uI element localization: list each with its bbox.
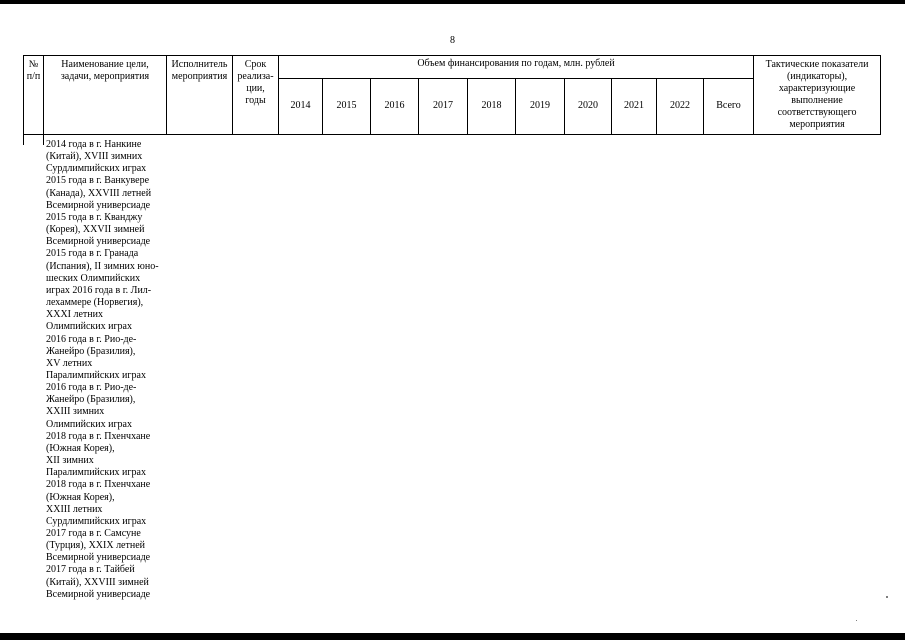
column-rule-left xyxy=(23,135,24,145)
text-line: играх 2016 года в г. Лил- xyxy=(46,284,152,296)
header-year-2020: 2020 xyxy=(565,78,612,134)
text-line: Всемирной универсиаде xyxy=(46,552,151,564)
text-line: (Корея), XXVII зимней xyxy=(46,224,145,236)
header-term-cell: Срок реализа- ции, годы xyxy=(233,56,279,135)
text-line: (Китай), XXVIII зимней xyxy=(46,576,149,588)
text-line: Жанейро (Бразилия), xyxy=(46,345,136,357)
text-line: Жанейро (Бразилия), xyxy=(46,394,136,406)
measure-description-text xyxy=(46,139,172,601)
header-indicators-cell: Тактические показатели (индикаторы), характеризующие выполнение соответствующего мероприятия xyxy=(754,56,881,135)
text-line: XV летних xyxy=(46,357,93,369)
text-line: Паралимпийских играх xyxy=(46,369,146,381)
scan-speck xyxy=(856,620,857,621)
scan-speck xyxy=(886,596,888,598)
header-year-2014: 2014 xyxy=(279,78,323,134)
text-line: лехаммере (Норвегия), xyxy=(46,297,144,309)
text-line: Всемирной универсиаде xyxy=(46,199,151,211)
text-line: (Канада), XXVIII летней xyxy=(46,187,152,199)
text-line: 2016 года в г. Рио-де- xyxy=(46,333,137,345)
text-line: Всемирной универсиаде xyxy=(46,236,151,248)
header-year-2019: 2019 xyxy=(516,78,565,134)
header-year-2018: 2018 xyxy=(468,78,516,134)
text-line: Олимпийских играх xyxy=(46,321,132,333)
text-line: 2018 года в г. Пхенчхане xyxy=(46,430,151,442)
text-line: Всемирной универсиаде xyxy=(46,588,151,600)
text-line: XXIII летних xyxy=(46,503,103,515)
text-line: Сурдлимпийских играх xyxy=(46,163,147,175)
bottom-scan-border xyxy=(0,633,905,640)
text-line: 2018 года в г. Пхенчхане xyxy=(46,479,151,491)
header-funding-title: Объем финансирования по годам, млн. рублей xyxy=(279,56,754,79)
header-executor-cell: Исполнитель мероприятия xyxy=(167,56,233,135)
header-year-2021: 2021 xyxy=(612,78,657,134)
header-year-2022: 2022 xyxy=(657,78,704,134)
header-name-cell: Наименование цели, задачи, мероприятия xyxy=(44,56,167,135)
text-line: XXXI летних xyxy=(46,309,103,321)
text-line: 2017 года в г. Самсуне xyxy=(46,528,141,539)
text-line: (Турция), XXIX летней xyxy=(46,540,146,552)
text-line: XII зимних xyxy=(46,455,94,467)
text-line: (Китай), XVIII зимних xyxy=(46,151,143,163)
text-line: XXIII зимних xyxy=(46,406,105,418)
header-year-2017: 2017 xyxy=(419,78,468,134)
text-line: Паралимпийских играх xyxy=(46,467,146,479)
header-year-2016: 2016 xyxy=(371,78,419,134)
header-year-total: Всего xyxy=(704,78,754,134)
page-number: 8 xyxy=(450,35,455,46)
text-line: (Испания), II зимних юно- xyxy=(46,260,159,272)
text-line: 2014 года в г. Нанкине xyxy=(46,139,142,150)
text-line: 2015 года в г. Кванджу xyxy=(46,211,143,223)
text-line: (Южная Корея), xyxy=(46,442,115,454)
header-table xyxy=(23,55,881,135)
column-rule-num xyxy=(43,135,44,145)
text-line: 2016 года в г. Рио-де- xyxy=(46,382,137,394)
top-scan-border xyxy=(0,0,905,4)
text-line: шеских Олимпийских xyxy=(46,272,141,284)
text-line: (Южная Корея), xyxy=(46,491,115,503)
text-line: Олимпийских играх xyxy=(46,418,132,430)
header-year-2015: 2015 xyxy=(323,78,371,134)
text-line: 2017 года в г. Тайбей xyxy=(46,564,135,576)
header-num-cell: № п/п xyxy=(24,56,44,135)
text-line: Сурдлимпийских играх xyxy=(46,515,147,527)
text-line: 2015 года в г. Ванкувере xyxy=(46,175,150,187)
text-line: 2015 года в г. Гранада xyxy=(46,248,139,260)
